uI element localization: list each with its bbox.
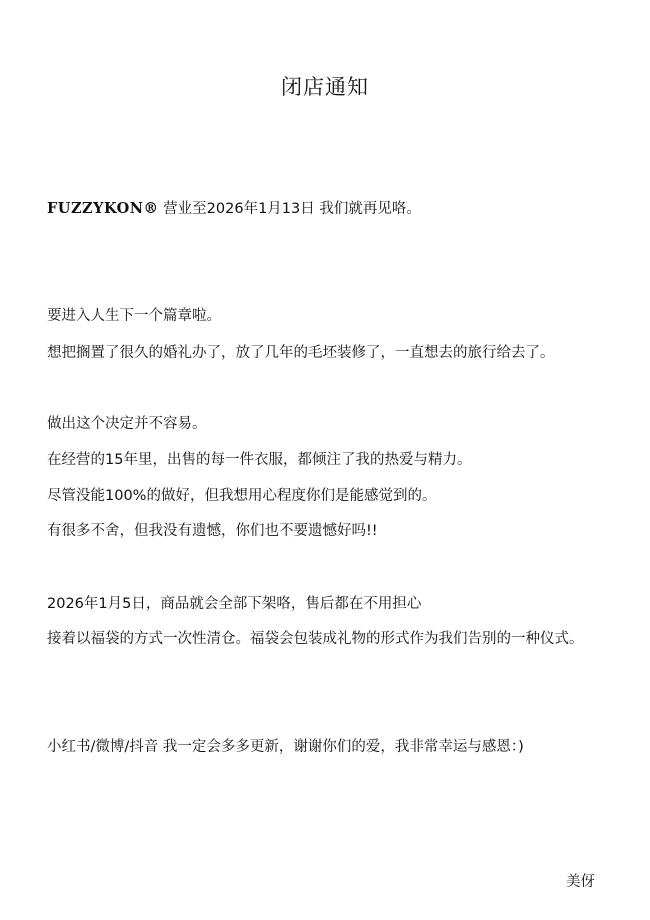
paragraph-line: 2026年1月5日，商品就会全部下架咯，售后都在不用担心 bbox=[47, 596, 422, 612]
paragraph-line: 有很多不舍，但我没有遗憾，你们也不要遗憾好吗!! bbox=[47, 523, 378, 539]
intro-text: 营业至2026年1月13日 我们就再见咯。 bbox=[158, 201, 421, 217]
paragraph-line: 做出这个决定并不容易。 bbox=[47, 416, 207, 432]
signature: 美伢 bbox=[566, 874, 595, 890]
brand-name: FUZZYKON® bbox=[47, 200, 159, 217]
paragraph-line: 小红书/微博/抖音 我一定会多多更新，谢谢你们的爱，我非常幸运与感恩：) bbox=[47, 739, 524, 755]
intro-line bbox=[47, 199, 421, 219]
paragraph-line: 在经营的15年里，出售的每一件衣服，都倾注了我的热爱与精力。 bbox=[47, 452, 472, 468]
paragraph-line: 要进入人生下一个篇章啦。 bbox=[47, 308, 221, 324]
paragraph-line: 想把搁置了很久的婚礼办了，放了几年的毛坯装修了，一直想去的旅行给去了。 bbox=[47, 345, 555, 361]
notice-title: 闭店通知 bbox=[281, 75, 369, 99]
paragraph-line: 尽管没能100%的做好，但我想用心程度你们是能感觉到的。 bbox=[47, 488, 437, 504]
paragraph-line: 接着以福袋的方式一次性清仓。福袋会包装成礼物的形式作为我们告别的一种仪式。 bbox=[47, 631, 584, 647]
